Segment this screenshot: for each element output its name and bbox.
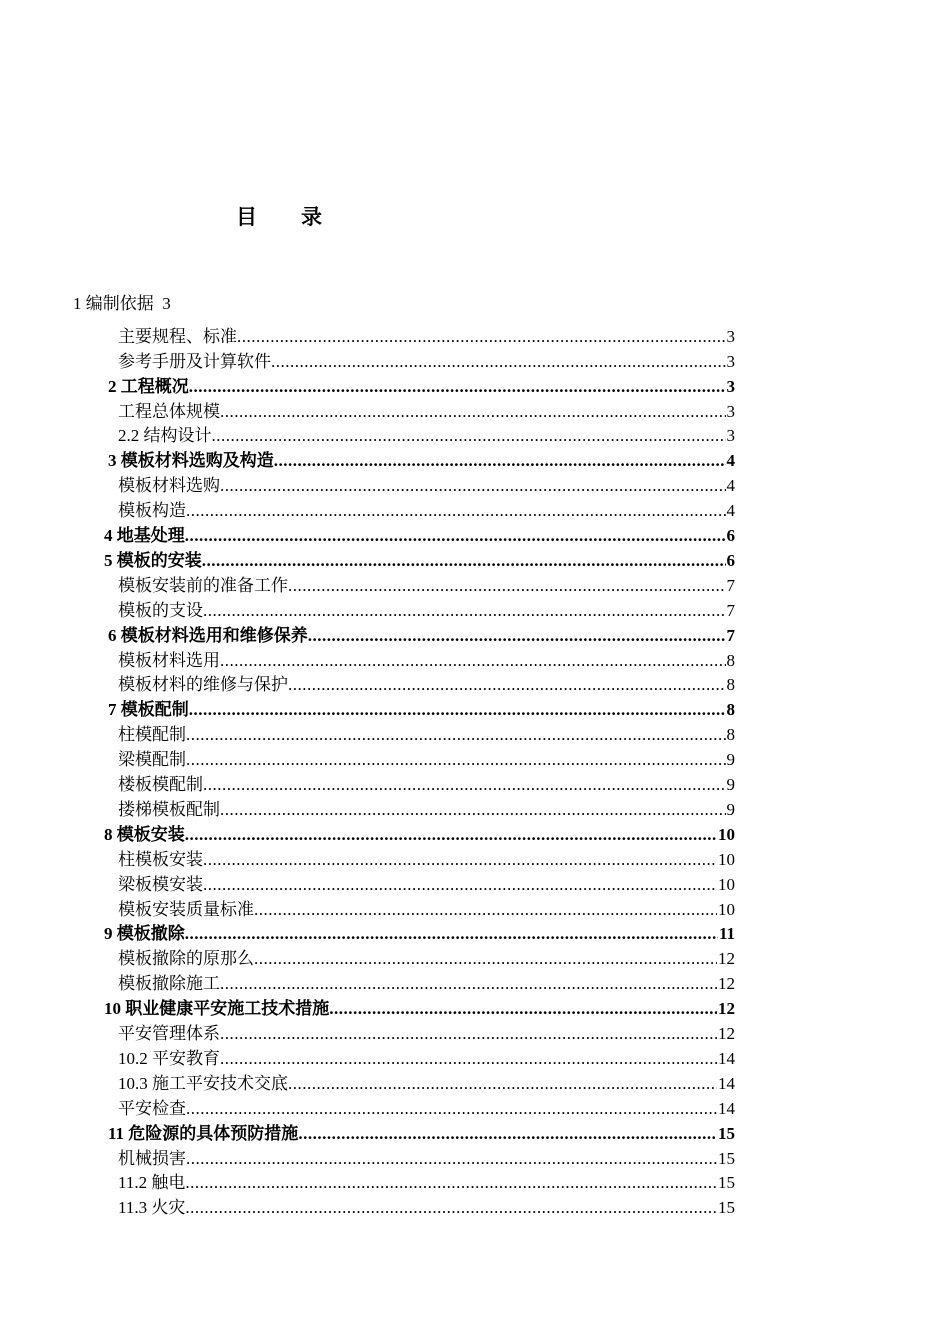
toc-entry-page: 9 bbox=[726, 775, 735, 795]
toc-entry[interactable] bbox=[118, 896, 735, 921]
toc-entry-page: 3 bbox=[726, 351, 735, 371]
toc-entry-title: 模板材料选购 bbox=[118, 476, 220, 496]
toc-entry-page: 8 bbox=[726, 725, 735, 745]
toc-entry-title: 模板材料选用 bbox=[118, 650, 220, 670]
toc-entry[interactable] bbox=[108, 1120, 735, 1145]
toc-entry-title: 楼板模配制 bbox=[118, 775, 203, 795]
toc-dot-leader bbox=[185, 1172, 717, 1194]
toc-entry-title: 10.2 平安教育 bbox=[118, 1048, 220, 1068]
toc-dot-leader bbox=[237, 326, 726, 348]
toc-dot-leader bbox=[288, 674, 726, 696]
toc-entry-page: 15 bbox=[718, 1173, 735, 1193]
toc-entry[interactable] bbox=[108, 373, 735, 398]
toc-entry-title: 模板构造 bbox=[118, 501, 186, 521]
toc-entry[interactable] bbox=[118, 1195, 735, 1220]
toc-entry-title: 8 模板安装 bbox=[104, 824, 185, 844]
toc-entry[interactable] bbox=[118, 1020, 735, 1045]
toc-entry-title: 参考手册及计算软件 bbox=[118, 351, 271, 371]
toc-entry-title: 5 模板的安装 bbox=[104, 550, 202, 570]
toc-dot-leader bbox=[220, 1023, 717, 1045]
title-char-2: 录 bbox=[301, 205, 322, 229]
toc-entry-page: 9 bbox=[726, 750, 735, 770]
toc-dot-leader bbox=[220, 475, 726, 497]
toc-entry-page: 8 bbox=[726, 700, 735, 720]
toc-entry[interactable] bbox=[118, 871, 735, 896]
toc-entry[interactable] bbox=[118, 497, 735, 522]
toc-entry[interactable] bbox=[118, 721, 735, 746]
toc-entry-page: 12 bbox=[718, 999, 735, 1019]
toc-dot-leader bbox=[220, 1048, 717, 1070]
toc-entry-page: 4 bbox=[726, 451, 735, 471]
toc-dot-leader bbox=[186, 1148, 717, 1170]
toc-entry[interactable] bbox=[118, 672, 735, 697]
toc-dot-leader bbox=[220, 799, 726, 821]
toc-entry[interactable] bbox=[118, 597, 735, 622]
toc-dot-leader bbox=[203, 849, 717, 871]
toc-entry-title: 模板材料的维修与保护 bbox=[118, 675, 288, 695]
toc-entry-page: 8 bbox=[726, 675, 735, 695]
toc-dot-leader bbox=[212, 425, 726, 447]
toc-entry-page: 7 bbox=[726, 600, 735, 620]
toc-entry[interactable] bbox=[118, 771, 735, 796]
toc-dot-leader bbox=[254, 899, 717, 921]
toc-entry[interactable] bbox=[118, 1070, 735, 1095]
toc-dot-leader bbox=[185, 1197, 717, 1219]
toc-dot-leader bbox=[298, 1123, 717, 1145]
toc-entry-title: 4 地基处理 bbox=[104, 526, 185, 546]
toc-dot-leader bbox=[203, 600, 726, 622]
toc-entry-page: 10 bbox=[718, 824, 735, 844]
toc-entry-page: 3 bbox=[726, 401, 735, 421]
toc-dot-leader bbox=[203, 874, 717, 896]
toc-entry-title: 平安管理体系 bbox=[118, 1024, 220, 1044]
toc-entry-page: 10 bbox=[718, 849, 735, 869]
toc-entry-page: 10 bbox=[718, 874, 735, 894]
toc-entry[interactable] bbox=[118, 572, 735, 597]
toc-dot-leader bbox=[288, 575, 726, 597]
toc-entry-page: 4 bbox=[726, 501, 735, 521]
toc-entry[interactable] bbox=[104, 995, 735, 1020]
toc-entry[interactable] bbox=[104, 821, 735, 846]
toc-dot-leader bbox=[220, 401, 726, 423]
toc-dot-leader bbox=[202, 550, 726, 572]
toc-entry-1[interactable]: 1 编制依据 3 bbox=[73, 294, 171, 313]
page-title bbox=[236, 201, 322, 231]
toc-entry-page: 6 bbox=[726, 526, 735, 546]
toc-dot-leader bbox=[189, 376, 726, 398]
toc-entry-title: 工程总体规模 bbox=[118, 401, 220, 421]
toc-entry-page: 7 bbox=[726, 625, 735, 645]
toc-entry[interactable] bbox=[118, 970, 735, 995]
toc-entry-page: 4 bbox=[726, 476, 735, 496]
toc-entry[interactable] bbox=[118, 323, 735, 348]
toc-entry[interactable] bbox=[118, 1170, 735, 1195]
toc-dot-leader bbox=[185, 824, 717, 846]
toc-entry-title: 11.3 火灾 bbox=[118, 1198, 186, 1218]
toc-entry-title: 模板撤除施工 bbox=[118, 974, 220, 994]
toc-entry-title: 平安检查 bbox=[118, 1098, 186, 1118]
toc-entry-title: 模板安装前的准备工作 bbox=[118, 575, 288, 595]
toc-entry[interactable] bbox=[118, 746, 735, 771]
toc-entry-page: 11 bbox=[718, 924, 735, 944]
toc-entry-page: 12 bbox=[718, 974, 735, 994]
toc-entry[interactable] bbox=[118, 946, 735, 971]
toc-entry-title: 搂梯模板配制 bbox=[118, 799, 220, 819]
toc-entry-title: 主要规程、标准 bbox=[118, 326, 237, 346]
toc-entry-page: 3 bbox=[726, 326, 735, 346]
toc-entry-title: 2 工程概况 bbox=[108, 376, 189, 396]
toc-entry-page: 9 bbox=[726, 799, 735, 819]
toc-dot-leader bbox=[186, 724, 726, 746]
toc-entry-title: 10.3 施工平安技术交底 bbox=[118, 1073, 288, 1093]
toc-entry-title: 模板安装质量标准 bbox=[118, 899, 254, 919]
toc-entry[interactable] bbox=[118, 1145, 735, 1170]
toc-entry-title: 柱模板安装 bbox=[118, 849, 203, 869]
toc-entry[interactable] bbox=[108, 697, 735, 722]
toc-entry[interactable] bbox=[118, 1095, 735, 1120]
toc-entry-page: 10 bbox=[718, 899, 735, 919]
toc-entry[interactable] bbox=[108, 622, 735, 647]
toc-entry-page: 14 bbox=[718, 1048, 735, 1068]
toc-entry[interactable] bbox=[104, 522, 735, 547]
toc-dot-leader bbox=[203, 774, 726, 796]
toc-entry[interactable] bbox=[118, 796, 735, 821]
toc-entry-title: 9 模板撤除 bbox=[104, 924, 185, 944]
title-char-1: 目 bbox=[236, 205, 257, 229]
toc-entry[interactable] bbox=[118, 647, 735, 672]
toc-dot-leader bbox=[189, 699, 726, 721]
toc-dot-leader bbox=[220, 650, 726, 672]
toc-dot-leader bbox=[186, 500, 726, 522]
toc-entry[interactable] bbox=[118, 348, 735, 373]
toc-entry[interactable] bbox=[118, 398, 735, 423]
toc-entry-page: 3 bbox=[726, 426, 735, 446]
toc-entry[interactable] bbox=[104, 921, 735, 946]
toc-dot-leader bbox=[308, 625, 726, 647]
toc-entry-page: 7 bbox=[726, 575, 735, 595]
toc-entry-page: 15 bbox=[718, 1198, 735, 1218]
toc-entry[interactable] bbox=[118, 472, 735, 497]
toc-entry-page: 6 bbox=[726, 550, 735, 570]
toc-entry-title: 3 模板材料选购及构造 bbox=[108, 451, 274, 471]
toc-entry-title: 6 模板材料选用和维修保养 bbox=[108, 625, 308, 645]
toc-entry-title: 机械损害 bbox=[118, 1148, 186, 1168]
toc-entry-page: 12 bbox=[718, 1024, 735, 1044]
toc-entry-title: 梁板模安装 bbox=[118, 874, 203, 894]
toc-entry-title: 柱模配制 bbox=[118, 725, 186, 745]
toc-entry-title: 7 模板配制 bbox=[108, 700, 189, 720]
toc-entry-page: 12 bbox=[718, 949, 735, 969]
toc-dot-leader bbox=[274, 450, 726, 472]
toc-dot-leader bbox=[185, 923, 718, 945]
toc-entry[interactable] bbox=[118, 1045, 735, 1070]
toc-entry[interactable] bbox=[108, 448, 735, 473]
toc-dot-leader bbox=[186, 1098, 717, 1120]
toc-entry-page: 14 bbox=[718, 1073, 735, 1093]
toc-entry-title: 11.2 触电 bbox=[118, 1173, 186, 1193]
toc-entry-title: 2.2 结构设计 bbox=[118, 426, 212, 446]
toc-entry-page: 8 bbox=[726, 650, 735, 670]
toc-dot-leader bbox=[271, 351, 726, 373]
toc-dot-leader bbox=[220, 973, 717, 995]
toc-entry-page: 3 bbox=[726, 376, 735, 396]
toc-dot-leader bbox=[254, 948, 717, 970]
toc-dot-leader bbox=[185, 525, 726, 547]
toc-entry-page: 14 bbox=[718, 1098, 735, 1118]
toc-entry-title: 10 职业健康平安施工技术措施 bbox=[104, 999, 330, 1019]
toc-dot-leader bbox=[329, 998, 717, 1020]
toc-dot-leader bbox=[288, 1073, 717, 1095]
toc-entry-title: 模板的支设 bbox=[118, 600, 203, 620]
toc-entry-page: 15 bbox=[718, 1148, 735, 1168]
toc-dot-leader bbox=[186, 749, 726, 771]
toc-entry[interactable] bbox=[118, 846, 735, 871]
toc-entry-title: 11 危险源的具体预防措施 bbox=[108, 1123, 299, 1143]
toc-entry-title: 梁模配制 bbox=[118, 750, 186, 770]
toc-entry-title: 模板撤除的原那么 bbox=[118, 949, 254, 969]
toc-entry[interactable] bbox=[104, 547, 735, 572]
toc-entry-page: 15 bbox=[718, 1123, 735, 1143]
toc-entry[interactable] bbox=[118, 423, 735, 448]
